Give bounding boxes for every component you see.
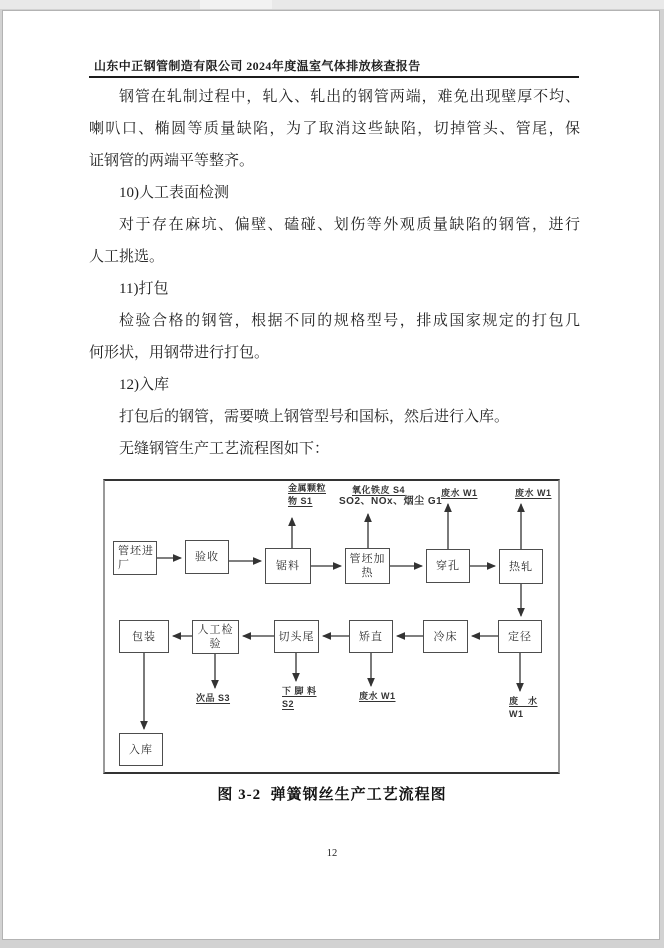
- process-flow-diagram: [103, 479, 560, 774]
- body-text-line: 钢管在轧制过程中，轧入、轧出的钢管两端，难免出现壁厚不均、: [119, 89, 580, 105]
- flow-box-label: 包装: [132, 630, 156, 643]
- body-text-line: 人工挑选。: [89, 249, 165, 265]
- flow-box-packing: [119, 620, 169, 653]
- flow-annotation-wastewater-w1-rolling: [515, 487, 552, 500]
- flow-annotation-text: SO2、NOx、烟尘 G1: [339, 496, 443, 507]
- flow-box-head-tail-cutting: [274, 620, 319, 653]
- page-number: 12: [326, 848, 338, 859]
- flow-box-label: 定径: [508, 630, 532, 643]
- flow-annotation-metal-particles-s1: [288, 482, 326, 508]
- flow-annotation-text: 氧化铁皮 S4: [352, 485, 406, 495]
- flow-box-straightening: [349, 620, 393, 653]
- page-header-title: 山东中正钢管制造有限公司 2024年度温室气体排放核查报告: [94, 59, 421, 73]
- flow-box-sawing: [265, 548, 311, 584]
- flow-box-acceptance: [185, 540, 229, 574]
- flow-annotation-text: 废水 W1: [441, 488, 478, 498]
- flow-annotation-wastewater-w1-straighten: [359, 690, 396, 703]
- body-text-line: 何形状，用钢带进行打包。: [89, 345, 270, 361]
- flow-box-label: 冷床: [433, 630, 458, 643]
- flow-annotation-text: 物 S1: [288, 496, 313, 506]
- body-text-line: 12)入库: [119, 377, 169, 393]
- flow-annotation-scrap-s2: [282, 685, 317, 711]
- flow-annotation-text: 废水 W1: [515, 488, 552, 498]
- flow-box-piercing: [426, 549, 470, 583]
- figure-caption: 图 3-2 弹簧钢丝生产工艺流程图: [217, 787, 447, 803]
- flow-box-pipe-blank-entry: [113, 541, 157, 575]
- document-page: [2, 10, 660, 940]
- flow-box-label: 切头尾: [278, 630, 315, 643]
- flow-box-label: 热轧: [509, 560, 533, 573]
- flow-annotation-text: 废水 W1: [359, 691, 396, 701]
- flow-box-label: 热: [361, 567, 374, 579]
- flow-box-label: 矫直: [359, 630, 383, 643]
- body-text-line: 证钢管的两端平等整齐。: [89, 153, 255, 169]
- flow-box-label: 锯料: [276, 560, 300, 572]
- viewer-top-tab: [200, 0, 272, 9]
- body-text-line: 11)打包: [119, 281, 169, 297]
- flow-box-warehousing: [119, 733, 163, 766]
- body-text-line: 10)人工表面检测: [119, 185, 229, 201]
- flow-box-sizing: [498, 620, 542, 653]
- flow-box-label: 穿孔: [436, 560, 460, 572]
- flow-box-cooling-bed: [423, 620, 468, 653]
- flow-box-label: 管坯加: [349, 553, 386, 565]
- flow-annotation-defective-s3: [196, 692, 230, 705]
- body-text-line: 打包后的钢管，需要喷上钢管型号和国标，然后进行入库。: [119, 409, 510, 425]
- body-text-line: 喇叭口、椭圆等质量缺陷，为了取消这些缺陷，切掉管头、管尾，保: [89, 121, 580, 137]
- flow-box-manual-inspection: [192, 620, 239, 654]
- flow-annotation-text: 次品 S3: [196, 693, 231, 703]
- flow-annotation-wastewater-w1-piercing: [441, 487, 478, 500]
- flow-annotation-text: W1: [509, 709, 524, 719]
- flow-box-label: 人工检: [197, 624, 234, 636]
- body-text-line: 检验合格的钢管，根据不同的规格型号，排成国家规定的打包几: [119, 313, 580, 329]
- flow-annotation-text: 下 脚 料: [282, 686, 317, 696]
- flow-annotation-text: 金属颗粒: [288, 483, 327, 493]
- flow-arrows-layer: [105, 481, 558, 772]
- flow-box-label: 管坯进: [118, 545, 154, 557]
- flow-box-hot-rolling: [499, 549, 543, 584]
- flow-annotation-so2-nox-dust-g1: [339, 495, 442, 508]
- flow-box-label: 入库: [129, 743, 153, 756]
- flow-box-label: 验收: [195, 551, 219, 563]
- flow-annotation-text: 废 水: [509, 696, 538, 706]
- flow-box-label: 验: [209, 638, 222, 650]
- header-rule: [89, 76, 579, 78]
- flow-annotation-wastewater-w1-sizing: [509, 695, 538, 721]
- body-text-line: 无缝钢管生产工艺流程图如下：: [119, 441, 330, 457]
- flow-annotation-text: S2: [282, 699, 295, 709]
- flow-box-billet-heating: [345, 548, 390, 584]
- body-text-block: [89, 81, 580, 465]
- viewer-top-strip: [0, 0, 664, 9]
- body-text-line: 对于存在麻坑、偏壁、磕碰、划伤等外观质量缺陷的钢管，进行: [119, 217, 580, 233]
- flow-box-label: 厂: [118, 559, 130, 571]
